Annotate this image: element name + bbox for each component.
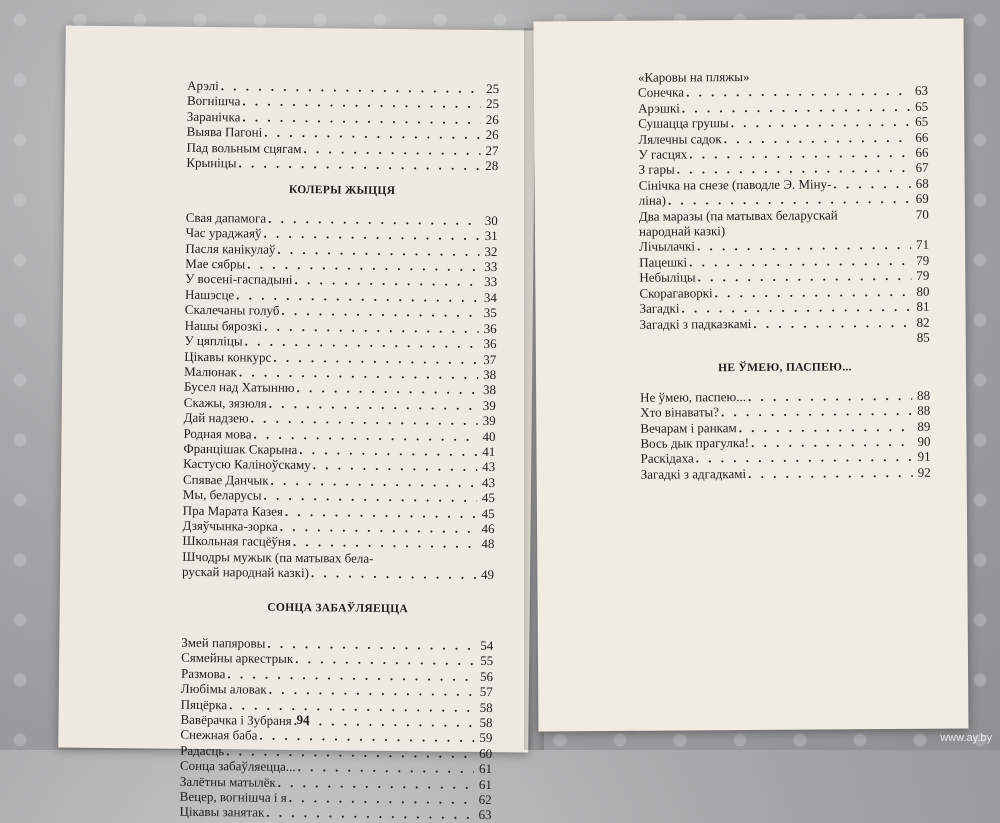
toc-entry-title: Снежная баба [180,727,257,743]
toc-entry-page: 25 [483,96,499,112]
toc-entry [186,155,498,174]
toc-group [638,83,929,193]
toc-entry-title: «Каровы на пляжы» [638,69,750,85]
toc-entry-page: 57 [477,684,493,700]
toc-entry-title: Вецер, вогнішча і я [180,789,287,806]
toc-entry-title: У гасцях [638,146,687,162]
toc-entry-page: 43 [479,459,495,475]
toc-entry-page: 33 [481,259,497,275]
dot-leader [833,176,910,192]
toc-entry-page: 60 [476,746,492,762]
toc-entry-page: 45 [479,505,495,521]
dot-leader [698,268,912,285]
toc-entry-page: 30 [482,213,498,229]
toc-entry-title: Лялечны садок [638,131,721,147]
toc-entry-title: Вечарам і ранкам [640,420,736,436]
toc-entry [641,464,931,481]
toc-entry-page: 41 [479,444,495,460]
toc-entry-title: Мае сябры [185,256,245,272]
toc-entry-title: Арэлі [187,78,219,94]
toc-entry-title: З гары [639,162,675,178]
toc-entry-title: Пра Марата Казея [183,502,283,518]
dot-leader [298,759,475,776]
toc-entry [639,191,929,208]
dot-leader [311,565,476,582]
section-heading: НЕ ЎМЕЮ, ПАСПЕЮ... [640,360,930,377]
toc-entry-title: рускай народнай казкі) [182,564,309,581]
toc-entry-page: 69 [913,191,929,207]
section-heading: СОНЦА ЗАБАЎЛЯЕЦЦА [182,599,494,618]
toc-entry-title: Сушацца грушы [638,115,729,131]
toc-entry-title: Сямейны аркестрык [181,650,293,667]
toc-entry-title: Скорагаворкі [639,285,712,301]
toc-entry-title: Пад вольным сцягам [186,139,301,156]
toc-entry-page: 26 [483,112,499,128]
toc-entry-page: 33 [481,274,497,290]
dot-leader [299,442,477,459]
toc-entry-title: У цяпліцы [184,333,242,349]
dot-leader [686,83,910,100]
toc-entry-title: Крыніцы [186,155,236,171]
toc-entry-title: Арэшкі [638,100,680,116]
toc-entry-page: 79 [913,253,929,269]
toc-entry-title: Шчодры мужык (па матывах бела- [182,549,494,568]
toc-entry-page: 88 [914,387,930,403]
dot-leader [696,449,913,466]
dot-leader [751,434,913,451]
toc-entry-title: Сінічка на снезе (паводле Э. Міну- [639,176,832,193]
toc-entry-page: 59 [476,730,492,746]
toc-entry-title: Спявае Данчык [183,472,269,488]
toc-entry-page: 36 [481,321,497,337]
left-page [58,26,536,753]
dot-leader [238,155,480,173]
toc-entry-page: 39 [480,398,496,414]
toc-entry-page: 89 [914,418,930,434]
toc-group [640,387,931,481]
toc-group [179,635,493,823]
toc-entry-page: 63 [912,83,928,99]
toc-entry-page: 25 [483,81,499,97]
toc-group [182,210,498,552]
toc-entry-title: Выява Пагоні [187,124,263,140]
dot-leader [266,805,473,823]
toc-entry-title: Малюнак [184,364,237,380]
toc-entry [182,564,494,583]
toc-entry-title: Загадкі з падказкамі [640,315,752,331]
toc-entry-page: 40 [479,428,495,444]
toc-entry-title: Вавёрачка і Зубраня [180,712,291,729]
toc-entry-title: Дзяўчынка-зорка [182,518,277,534]
toc-entry-title: Свая дапамога [186,210,267,226]
toc-entry-title: Вось дык прагулка! [640,435,749,451]
toc-entry-title: Цікавы занятак [179,804,264,820]
dot-leader [313,458,478,475]
toc-entry-page: 68 [913,176,929,192]
toc-entry-page: 49 [478,567,494,583]
dot-leader [681,299,911,316]
toc-entry-title: Цікавы конкурс [184,348,271,364]
toc-entry-page: 32 [481,244,497,260]
dot-leader [689,145,910,162]
toc-entry [181,681,493,700]
toc-entry-page: 58 [477,700,493,716]
toc-entry-page: 46 [478,521,494,537]
dot-leader [689,253,911,270]
toc-entry-page: 81 [913,299,929,315]
right-toc [638,68,931,482]
page-number: 94 [296,712,309,728]
toc-group [639,237,930,331]
toc-entry-page: 35 [481,305,497,321]
toc-entry-title: Скалечаны голуб [185,302,280,318]
toc-entry-page: 91 [915,449,931,465]
toc-entry-page: 82 [914,314,930,330]
toc-entry-page: 62 [476,792,492,808]
toc-entry-title: Любімы аловак [181,681,267,697]
toc-entry-title: Дай надзею [184,410,249,426]
toc-entry-page: 85 [914,330,930,346]
toc-entry-page: 55 [477,653,493,669]
toc-entry-title: Лічылачкі [639,239,695,255]
toc-entry-page: 67 [913,160,929,176]
toc-entry-page: 38 [480,382,496,398]
toc-entry-page: 71 [913,237,929,253]
toc-entry-title: Два маразы (па матывах беларускай [639,207,838,224]
toc-entry-title: Заранічка [187,109,241,125]
toc-entry-page: 61 [476,777,492,793]
right-page [534,19,969,732]
toc-entry-page: 63 [475,807,491,823]
dot-leader [753,314,911,331]
toc-entry-page: 70 [913,206,929,222]
toc-entry-title: Скажы, зязюля [184,395,267,411]
toc-entry-title: Сонечка [638,85,684,101]
toc-entry-title: Мы, беларусы [183,487,262,503]
toc-entry-title: Кастусю Каліноўскаму [183,456,311,473]
toc-entry [179,804,491,823]
toc-entry-title: Не ўмею, паспею... [640,389,746,405]
toc-entry-page: 88 [914,403,930,419]
toc-entry-title: Школьная гасцёўня [182,533,291,550]
toc-entry-page: 80 [913,283,929,299]
toc-entry-page: 58 [476,715,492,731]
toc-entry-page: 37 [480,351,496,367]
toc-entry-page: 34 [481,290,497,306]
dot-leader [682,99,910,116]
toc-entry-title: Загадкі з адгадкамі [641,466,746,482]
toc-entry-title: Змей папяровы [181,635,265,651]
toc-entry-page: 26 [483,127,499,143]
toc-entry-title: Размова [181,666,226,682]
toc-entry-page: 54 [477,638,493,654]
toc-entry-title: Раскідаха [641,451,694,467]
spacer [642,345,912,347]
toc-entry-title: Хто вінаваты? [640,404,719,420]
toc-entry-page: 90 [914,434,930,450]
toc-entry-page: 36 [480,336,496,352]
toc-entry-title: Радасць [180,743,224,759]
dot-leader [739,418,913,435]
toc-entry-title: Час ураджаяў [186,225,262,241]
toc-entry-title: Небыліцы [639,270,695,286]
toc-entry-page: 28 [482,158,498,174]
toc-entry [640,314,930,331]
toc-entry-title: Нашэсце [185,287,234,303]
dot-leader [715,284,912,301]
toc-entry-title: Бусел над Хатынню [184,379,295,396]
toc-entry-title: У восені-гаспадыні [185,271,293,288]
dot-leader [697,237,911,254]
toc-entry-title: Пяцёрка [181,696,228,712]
toc-entry-page: 66 [912,129,928,145]
toc-entry-page: 27 [482,143,498,159]
dot-leader [721,403,912,420]
toc-entry-title: Нашы бярозкі [185,318,263,334]
toc-entry-title: Вогнішча [187,93,241,109]
toc-entry-title: Загадкі [639,301,679,317]
toc-entry-page: 56 [477,669,493,685]
toc-entry-title: Пасля канікулаў [185,240,275,256]
dot-leader [303,141,480,158]
toc-entry-page: 39 [480,413,496,429]
toc-group [186,78,499,174]
left-toc [179,78,499,823]
dot-leader [724,130,911,147]
toc-entry-title: Сонца забаўляецца... [180,758,296,775]
toc-entry-page: 65 [912,99,928,115]
toc-entry-title: ліна) [639,193,666,209]
section-heading: КОЛЕРЫ ЖЫЦЦЯ [186,182,498,201]
dot-leader [748,465,913,482]
dot-leader [748,388,912,405]
toc-entry-page: 48 [478,536,494,552]
toc-entry-page: 66 [912,145,928,161]
toc-entry [640,330,930,347]
toc-entry-page: 92 [915,464,931,480]
toc-entry-title: народнай казкі) [639,223,725,239]
dot-leader [677,160,911,177]
toc-entry-page: 61 [476,761,492,777]
toc-entry-page: 79 [913,268,929,284]
toc-entry-title: Францішак Скарына [183,441,297,458]
toc-entry-title: Залётны матылёк [180,773,276,789]
watermark: www.ay.by [940,732,992,744]
toc-entry-title: Родная мова [183,425,251,441]
toc-entry-page: 31 [482,228,498,244]
toc-entry-title: Пацешкі [639,254,687,270]
toc-entry-page: 45 [479,490,495,506]
toc-entry-page: 43 [479,475,495,491]
dot-leader [668,191,911,208]
dot-leader [731,114,911,131]
toc-entry-page: 65 [912,114,928,130]
toc-entry-page: 38 [480,367,496,383]
